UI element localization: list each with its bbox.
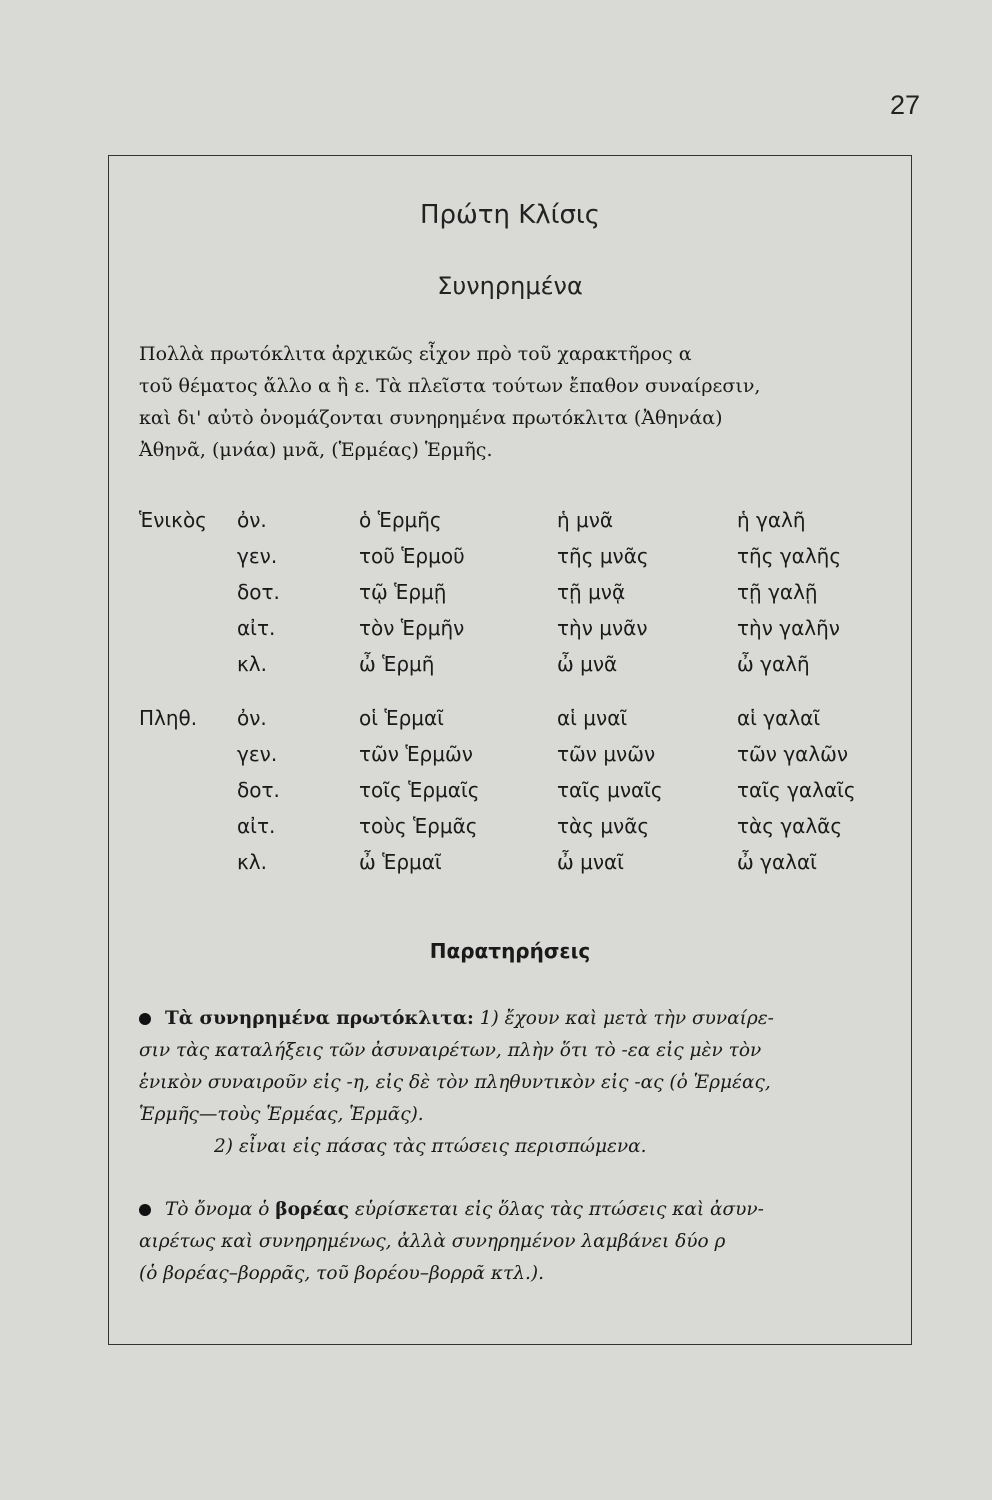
note-line: (ὁ βορέας–βορρᾶς, τοῦ βορέου–βορρᾶ κτλ.).	[139, 1263, 544, 1284]
form-gale: ὦ γαλῆ	[737, 652, 810, 676]
note-text: Τὸ ὄνομα ὁ	[165, 1199, 276, 1220]
content-frame	[108, 155, 912, 1345]
form-hermes: οἱ Ἑρμαῖ	[359, 706, 444, 730]
form-hermes: τῷ Ἑρμῇ	[359, 580, 447, 604]
form-hermes: τῶν Ἑρμῶν	[359, 742, 473, 766]
note-text: 1) ἔχουν καὶ μετὰ τὴν συναίρε-	[473, 1008, 774, 1029]
table-row	[139, 814, 899, 844]
form-hermes: ὦ Ἑρμαῖ	[359, 850, 442, 874]
form-gale: τὰς γαλᾶς	[737, 814, 843, 838]
form-hermes: τοὺς Ἑρμᾶς	[359, 814, 478, 838]
table-row	[139, 706, 899, 736]
bullet-icon	[139, 1204, 151, 1216]
case-label: δοτ.	[237, 580, 280, 604]
page-number: 27	[889, 90, 920, 120]
table-row	[139, 742, 899, 772]
form-gale: τὴν γαλῆν	[737, 616, 840, 640]
page-title: Πρώτη Κλίσις	[420, 200, 600, 230]
form-hermes: ὦ Ἑρμῆ	[359, 652, 435, 676]
note-line: σιν τὰς καταλήξεις τῶν ἀσυναιρέτων, πλὴν ὅτι τὸ -εα εἰς μὲν τὸν	[139, 1040, 762, 1061]
intro-line: καὶ δι' αὐτὸ ὀνομάζονται συνηρημένα πρωτόκλιτα (Ἀθηνάα)	[139, 407, 723, 429]
form-mna: ἡ μνᾶ	[557, 508, 614, 532]
form-hermes: ὁ Ἑρμῆς	[359, 508, 442, 532]
table-row	[139, 778, 899, 808]
form-mna: τῶν μνῶν	[557, 742, 656, 766]
intro-line: τοῦ θέματος ἄλλο α ἢ ε. Τὰ πλεῖστα τούτων ἔπαθον συναίρεσιν,	[139, 375, 761, 397]
intro-line: Πολλὰ πρωτόκλιτα ἀρχικῶς εἶχον πρὸ τοῦ χαρακτῆρος α	[139, 343, 692, 365]
form-mna: τῆς μνᾶς	[557, 544, 649, 568]
form-hermes: τοῦ Ἑρμοῦ	[359, 544, 465, 568]
intro-paragraph	[139, 338, 884, 466]
note-line: 2) εἶναι εἰς πάσας τὰς πτώσεις περισπώμενα.	[214, 1136, 647, 1157]
form-mna: ταῖς μναῖς	[557, 778, 663, 802]
form-gale: ὦ γαλαῖ	[737, 850, 817, 874]
case-label: κλ.	[237, 850, 267, 874]
form-mna: αἱ μναῖ	[557, 706, 628, 730]
note-contracted	[139, 1003, 884, 1163]
form-mna: ὦ μναῖ	[557, 850, 624, 874]
case-label: κλ.	[237, 652, 267, 676]
note-bold-word: βορέας	[275, 1199, 349, 1220]
form-mna: τὰς μνᾶς	[557, 814, 650, 838]
note-boreas	[139, 1194, 884, 1290]
note-line: Ἑρμῆς—τοὺς Ἑρμέας, Ἑρμᾶς).	[139, 1104, 424, 1125]
intro-line: Ἀθηνᾶ, (μνάα) μνᾶ, (Ἑρμέας) Ἑρμῆς.	[139, 439, 493, 461]
case-label: αἰτ.	[237, 616, 276, 640]
form-gale: ἡ γαλῆ	[737, 508, 806, 532]
case-label: ὀν.	[237, 508, 267, 532]
form-mna: τὴν μνᾶν	[557, 616, 648, 640]
form-gale: τῆς γαλῆς	[737, 544, 842, 568]
table-row	[139, 580, 899, 610]
table-row	[139, 508, 899, 538]
note-line: ἑνικὸν συναιροῦν εἰς -η, εἰς δὲ τὸν πληθυντικὸν εἰς -ας (ὁ Ἑρμέας,	[139, 1072, 771, 1093]
note-line: αιρέτως καὶ συνηρημένως, ἀλλὰ συνηρημένον λαμβάνει δύο ρ	[139, 1231, 726, 1252]
form-gale: τῶν γαλῶν	[737, 742, 849, 766]
note-line	[139, 1194, 884, 1226]
notes-heading: Παρατηρήσεις	[429, 939, 591, 963]
case-label: γεν.	[237, 544, 278, 568]
number-label: Ἑνικὸς	[139, 508, 207, 532]
note-text: εὑρίσκεται εἰς ὅλας τὰς πτώσεις καὶ ἀσυν-	[348, 1199, 764, 1220]
form-hermes: τὸν Ἑρμῆν	[359, 616, 465, 640]
form-hermes: τοῖς Ἑρμαῖς	[359, 778, 480, 802]
case-label: γεν.	[237, 742, 278, 766]
form-gale: τῇ γαλῇ	[737, 580, 818, 604]
case-label: δοτ.	[237, 778, 280, 802]
page-subtitle: Συνηρημένα	[437, 272, 583, 300]
table-row	[139, 544, 899, 574]
bullet-icon	[139, 1013, 151, 1025]
table-row	[139, 652, 899, 682]
note-line	[139, 1003, 884, 1035]
form-mna: τῇ μνᾷ	[557, 580, 626, 604]
form-gale: αἱ γαλαῖ	[737, 706, 821, 730]
form-gale: ταῖς γαλαῖς	[737, 778, 856, 802]
case-label: αἰτ.	[237, 814, 276, 838]
table-row	[139, 850, 899, 880]
case-label: ὀν.	[237, 706, 267, 730]
note-lead: Τὰ συνηρημένα πρωτόκλιτα:	[165, 1008, 474, 1029]
table-row	[139, 616, 899, 646]
number-label: Πληθ.	[139, 706, 198, 730]
form-mna: ὦ μνᾶ	[557, 652, 618, 676]
